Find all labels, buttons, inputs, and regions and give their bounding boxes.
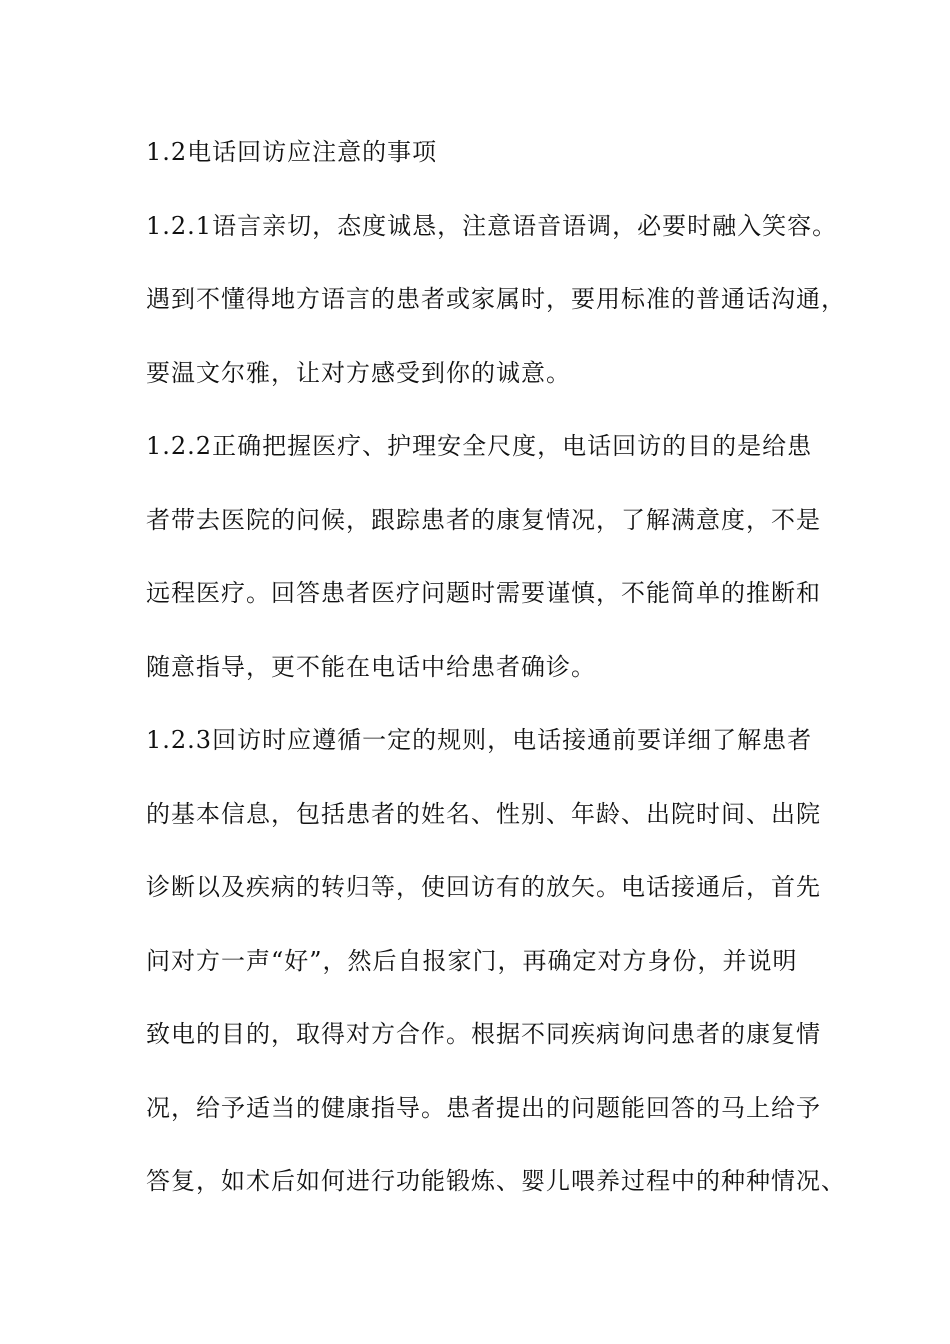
text-line: 者带去医院的问候，跟踪患者的康复情况，了解满意度，不是 bbox=[146, 505, 821, 534]
text-line: 诊断以及疾病的转归等，使回访有的放矢。电话接通后，首先 bbox=[146, 873, 821, 901]
text-line: 远程医疗。回答患者医疗问题时需要谨慎，不能简单的推断和 bbox=[146, 579, 821, 607]
text-line: 问对方一声“好”，然后自报家门，再确定对方身份，并说明 bbox=[146, 946, 798, 975]
text-line: 1.2.1语言亲切，态度诚恳，注意语音语调，必要时融入笑容。 bbox=[146, 211, 838, 240]
text-line: 1.2.3回访时应遵循一定的规则，电话接通前要详细了解患者 bbox=[146, 726, 813, 754]
text-line: 要温文尔雅，让对方感受到你的诚意。 bbox=[146, 358, 571, 387]
text-line: 遇到不懂得地方语言的患者或家属时，要用标准的普通话沟通， bbox=[146, 285, 846, 313]
text-line: 致电的目的，取得对方合作。根据不同疾病询问患者的康复情 bbox=[146, 1020, 821, 1048]
document-body bbox=[146, 128, 846, 1231]
text-line: 随意指导，更不能在电话中给患者确诊。 bbox=[146, 652, 596, 681]
text-line: 答复，如术后如何进行功能锻炼、婴儿喂养过程中的种种情况、 bbox=[146, 1167, 846, 1195]
text-line: 况，给予适当的健康指导。患者提出的问题能回答的马上给予 bbox=[146, 1093, 821, 1122]
text-line: 1.2.2正确把握医疗、护理安全尺度，电话回访的目的是给患 bbox=[146, 432, 813, 460]
text-line: 的基本信息，包括患者的姓名、性别、年龄、出院时间、出院 bbox=[146, 799, 821, 828]
section-heading: 1.2电话回访应注意的事项 bbox=[146, 138, 438, 166]
